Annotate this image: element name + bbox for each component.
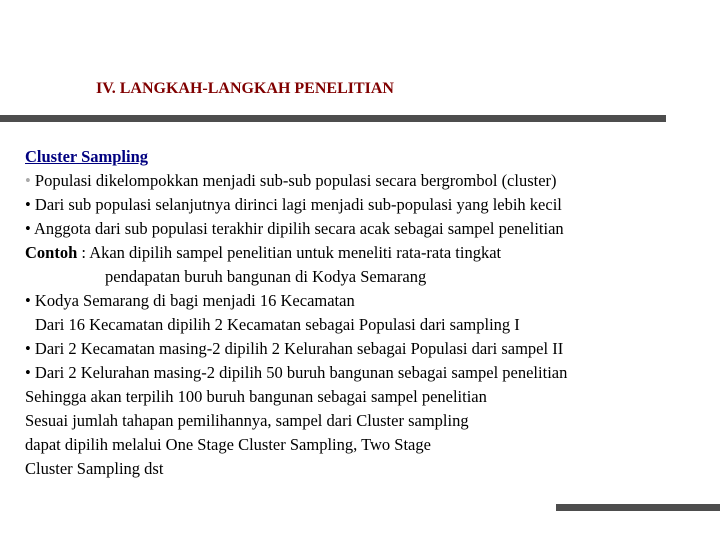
bullet-icon: • xyxy=(25,291,31,310)
example-line xyxy=(25,241,715,265)
bullet-icon: • xyxy=(25,219,31,238)
bullet-icon: • xyxy=(25,363,31,382)
bullet-line xyxy=(25,169,715,193)
bullet-text: Kodya Semarang di bagi menjadi 16 Kecamatan xyxy=(34,291,355,310)
bullet-text: Dari sub populasi selanjutnya dirinci lagi menjadi sub-populasi yang lebih kecil xyxy=(34,195,562,214)
text-line: Sesuai jumlah tahapan pemilihannya, sampel dari Cluster sampling xyxy=(25,411,469,430)
slide-title: IV. LANGKAH-LANGKAH PENELITIAN xyxy=(96,80,394,97)
bullet-line xyxy=(25,193,715,217)
text-line: Dari 16 Kecamatan dipilih 2 Kecamatan sebagai Populasi dari sampling I xyxy=(35,315,520,334)
bullet-line xyxy=(25,361,715,385)
top-divider-bar xyxy=(0,115,666,122)
slide-content xyxy=(25,145,715,481)
bullet-text: Dari 2 Kelurahan masing-2 dipilih 50 buruh bangunan sebagai sampel penelitian xyxy=(34,363,568,382)
bullet-icon: • xyxy=(25,171,31,190)
bullet-text: Anggota dari sub populasi terakhir dipilih secara acak sebagai sampel penelitian xyxy=(34,219,564,238)
bullet-line xyxy=(25,289,715,313)
text-line: Sehingga akan terpilih 100 buruh bangunan sebagai sampel penelitian xyxy=(25,387,487,406)
example-text: : Akan dipilih sampel penelitian untuk meneliti rata-rata tingkat xyxy=(81,243,502,262)
text-line: Cluster Sampling dst xyxy=(25,459,164,478)
bullet-icon: • xyxy=(25,195,31,214)
bullet-line xyxy=(25,217,715,241)
bullet-icon: • xyxy=(25,339,31,358)
bullet-line xyxy=(25,337,715,361)
bullet-text: Dari 2 Kecamatan masing-2 dipilih 2 Kelurahan sebagai Populasi dari sampel II xyxy=(34,339,564,358)
bullet-text: Populasi dikelompokkan menjadi sub-sub populasi secara bergrombol (cluster) xyxy=(34,171,557,190)
section-heading: Cluster Sampling xyxy=(25,147,149,166)
text-line: dapat dipilih melalui One Stage Cluster Sampling, Two Stage xyxy=(25,435,431,454)
bottom-divider-bar xyxy=(556,504,720,511)
example-continuation: pendapatan buruh bangunan di Kodya Semarang xyxy=(105,267,427,286)
example-label: Contoh xyxy=(25,243,78,262)
